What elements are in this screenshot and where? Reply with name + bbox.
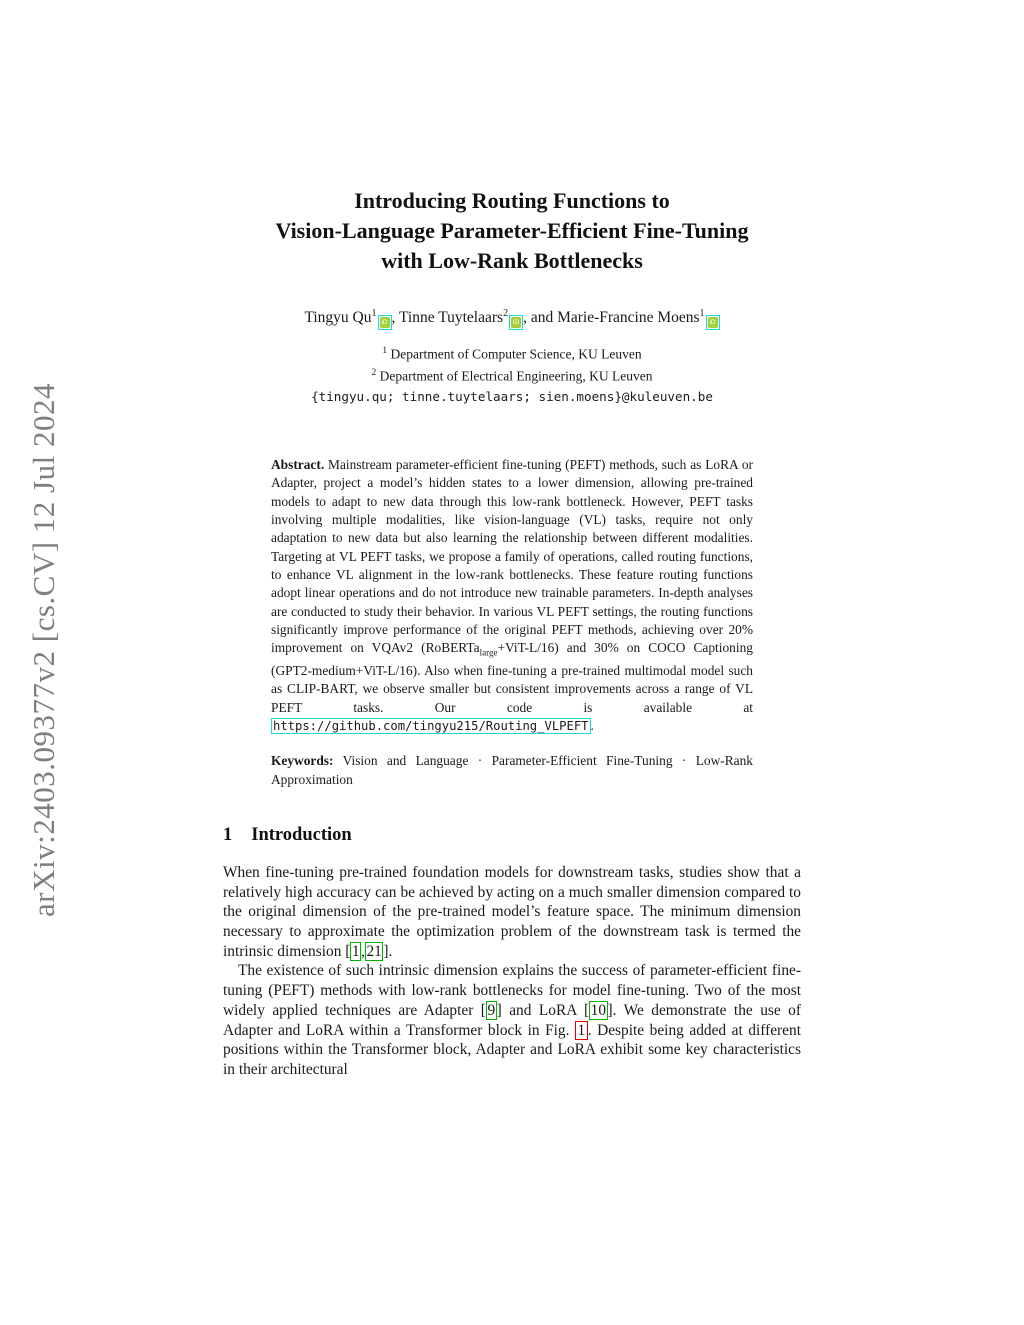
paper-title-line1: Introducing Routing Functions to — [354, 188, 670, 213]
figure-1-ref[interactable]: 1 — [575, 1021, 588, 1040]
arxiv-watermark: arXiv:2403.09377v2 [cs.CV] 12 Jul 2024 — [26, 383, 61, 917]
github-repo-link[interactable]: https://github.com/tingyu215/Routing_VLPEFT — [273, 718, 589, 733]
body-text: When fine-tuning pre-trained foundation models for downstream tasks, studies show that a relatively high accuracy can be achieved by acting on a much smaller dimension compared to the original dimension of the pre-trained model’s feature space. The minimum dimension necessary to approximate the optimization problem of the downstream task is termed the intrinsic dimension [ — [223, 863, 801, 960]
abstract-text: . — [590, 717, 594, 733]
paper-title-line2: Vision-Language Parameter-Efficient Fine-Tuning — [275, 218, 749, 243]
author-affiliation-mark: 1 — [371, 308, 377, 319]
affiliation-2 — [223, 364, 801, 386]
keywords-text: Vision and Language · Parameter-Efficient Fine-Tuning · Low-Rank Approximation — [271, 753, 753, 787]
orcid-icon[interactable] — [509, 315, 523, 330]
affiliation-text: Department of Computer Science, KU Leuven — [387, 346, 642, 362]
author-name: Tinne Tuytelaars — [398, 309, 504, 327]
subscript-large: large — [479, 647, 498, 658]
section-heading-introduction — [223, 825, 801, 846]
orcid-icon[interactable] — [378, 315, 392, 330]
keywords-paragraph — [271, 752, 753, 789]
orcid-icon[interactable] — [706, 315, 720, 330]
intro-paragraph-1 — [223, 863, 801, 962]
author-separator: , — [391, 309, 399, 327]
author-name: Tingyu Qu — [304, 309, 372, 327]
body-text: , — [361, 942, 365, 960]
abstract-paragraph — [271, 456, 753, 735]
body-text: ]. — [383, 942, 393, 960]
author-separator: , and — [523, 309, 558, 327]
author-affiliation-mark: 2 — [503, 308, 509, 319]
paper-content — [223, 0, 801, 1080]
author-emails: {tingyu.qu; tinne.tuytelaars; sien.moens}@kuleuven.be — [311, 389, 713, 405]
citation-ref-9[interactable]: 9 — [487, 1001, 496, 1019]
author-name: Marie-Francine Moens — [557, 309, 700, 327]
citation-ref-10[interactable]: 10 — [590, 1001, 607, 1019]
affiliation-text: Department of Electrical Engineering, KU Leuven — [376, 368, 653, 384]
keywords-label: Keywords: — [271, 753, 334, 769]
citation-ref-21[interactable]: 21 — [366, 942, 382, 960]
affiliations — [223, 342, 801, 386]
body-text: The existence of such intrinsic dimension explains the success of parameter-efficient fine-tuning (PEFT) methods with low-rank bottlenecks for model fine-tuning. Two of the most widely applied techniques are Adapter [ — [223, 962, 801, 1019]
body-text: ] and LoRA [ — [496, 1001, 590, 1019]
section-number: 1 — [223, 824, 233, 845]
affiliation-mark: 1 — [382, 346, 388, 357]
abstract-text: Mainstream parameter-efficient fine-tuning (PEFT) methods, such as LoRA or Adapter, project a model’s hidden states to a lower dimension, allowing pre-trained models to adapt to new data through this low-rank bottleneck. However, PEFT tasks involving multiple modalities, like vision-language (VL) tasks, require not only adaptation to new data but also learning the relationship between different modalities. Targeting at VL PEFT tasks, we propose a family of operations, called routing functions, to enhance VL alignment in the low-rank bottlenecks. These feature routing functions adopt linear operations and do not introduce new trainable parameters. In-depth analyses are conducted to study their behavior. In various VL PEFT settings, the routing functions significantly improve performance of the original PEFT methods, achieving over 20% improvement on VQAv2 (RoBERTa — [271, 457, 753, 656]
citation-ref-1[interactable]: 1 — [351, 942, 360, 960]
abstract-label: Abstract. — [271, 457, 325, 473]
author-line — [223, 303, 801, 330]
orcid-icon-glyph: iD — [709, 319, 716, 327]
affiliation-mark: 2 — [371, 368, 377, 379]
paper-title — [223, 186, 801, 276]
section-title: Introduction — [251, 824, 352, 845]
body-text: . Despite being added at different positions within the Transformer block, Adapter and LoRA exhibit some key characteristics in their architectural — [223, 1021, 801, 1078]
abstract-text: +ViT-L/16) and 30% on COCO Captioning (GPT2-medium+ViT-L/16). Also when fine-tuning a pre-trained multimodal model such as CLIP-BART, we observe smaller but consistent improvements across a range of VL PEFT tasks. Our code is available at — [271, 640, 753, 715]
orcid-icon-glyph: iD — [512, 319, 520, 327]
paper-title-line3: with Low-Rank Bottlenecks — [381, 248, 643, 273]
body-text: ]. We demonstrate the use of Adapter and LoRA within a Transformer block in Fig. — [223, 1001, 801, 1039]
intro-paragraph-2 — [223, 961, 801, 1079]
affiliation-1 — [223, 342, 801, 364]
orcid-icon-glyph: iD — [381, 319, 388, 327]
author-affiliation-mark: 1 — [699, 308, 705, 319]
